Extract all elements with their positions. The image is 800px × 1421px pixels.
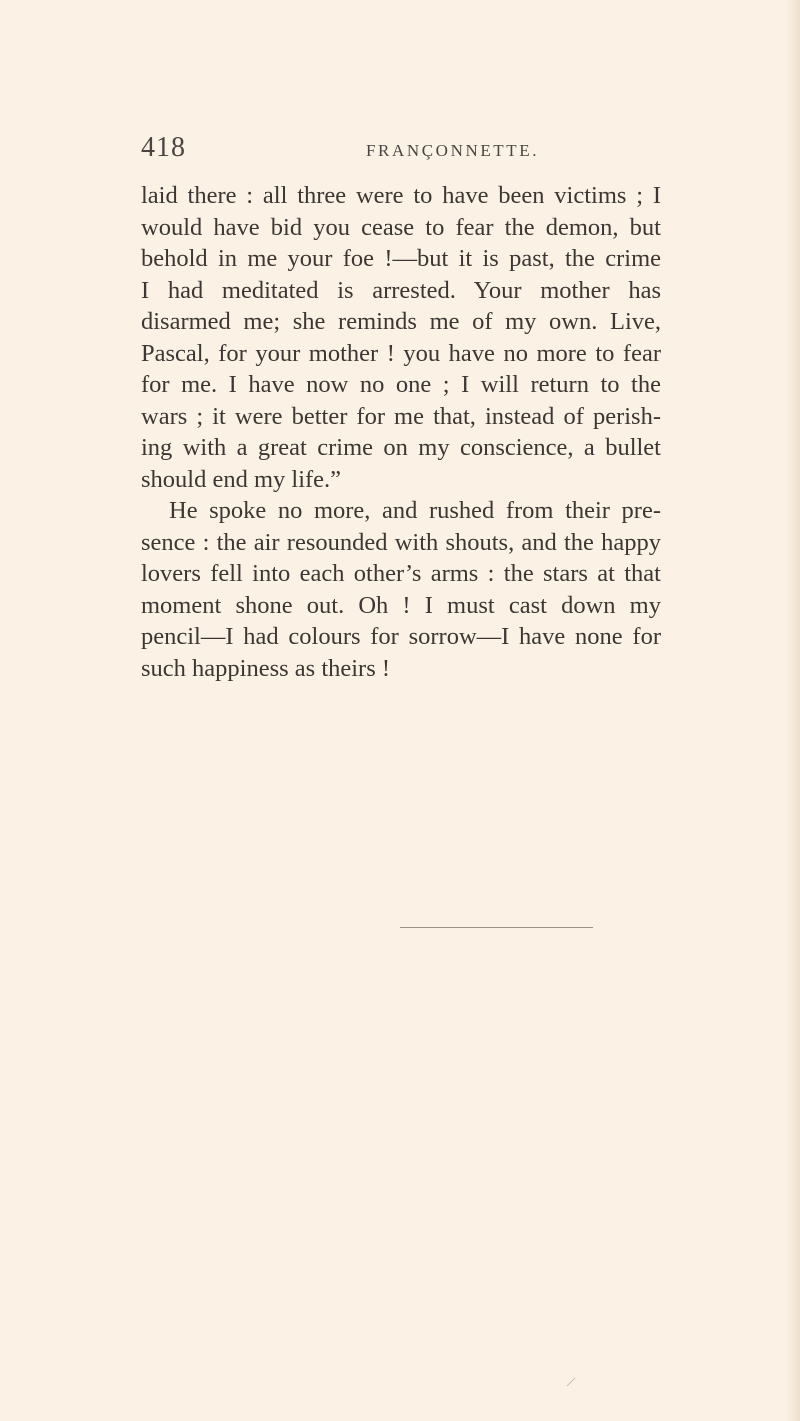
paragraph-1	[141, 180, 661, 495]
text-line: pencil—I had colours for sorrow—I have none for	[141, 623, 661, 650]
text-line: such happiness as theirs !	[141, 654, 391, 682]
text-line: lovers fell into each other’s arms : the stars at that	[141, 560, 661, 587]
section-end-rule	[400, 927, 593, 928]
page-edge-shadow	[786, 0, 800, 1421]
text-line: moment shone out. Oh ! I must cast down my	[141, 591, 661, 619]
text-line: laid there : all three were to have been victims ; I	[141, 182, 661, 209]
page-number: 418	[141, 132, 186, 163]
pencil-mark-icon	[565, 1376, 577, 1388]
page-header	[141, 132, 661, 172]
text-line: ing with a great crime on my conscience, a bullet	[141, 434, 661, 461]
text-line: wars ; it were better for me that, instead of perish-	[141, 402, 661, 430]
text-line: Pascal, for your mother ! you have no more to fear	[141, 339, 661, 367]
text-line: disarmed me; she reminds me of my own. Live,	[141, 308, 661, 335]
text-line: should end my life.”	[141, 465, 342, 493]
body-text	[141, 180, 661, 684]
text-line: I had meditated is arrested. Your mother has	[141, 276, 661, 304]
text-line: sence : the air resounded with shouts, and the happy	[141, 528, 661, 556]
text-line: behold in me your foe !—but it is past, the crime	[141, 245, 661, 272]
paragraph-2	[141, 495, 661, 684]
text-line: for me. I have now no one ; I will return to the	[141, 371, 661, 398]
running-title: FRANÇONNETTE.	[366, 141, 540, 160]
text-line: would have bid you cease to fear the demon, but	[141, 213, 661, 241]
text-line: He spoke no more, and rushed from their pre-	[169, 497, 661, 524]
